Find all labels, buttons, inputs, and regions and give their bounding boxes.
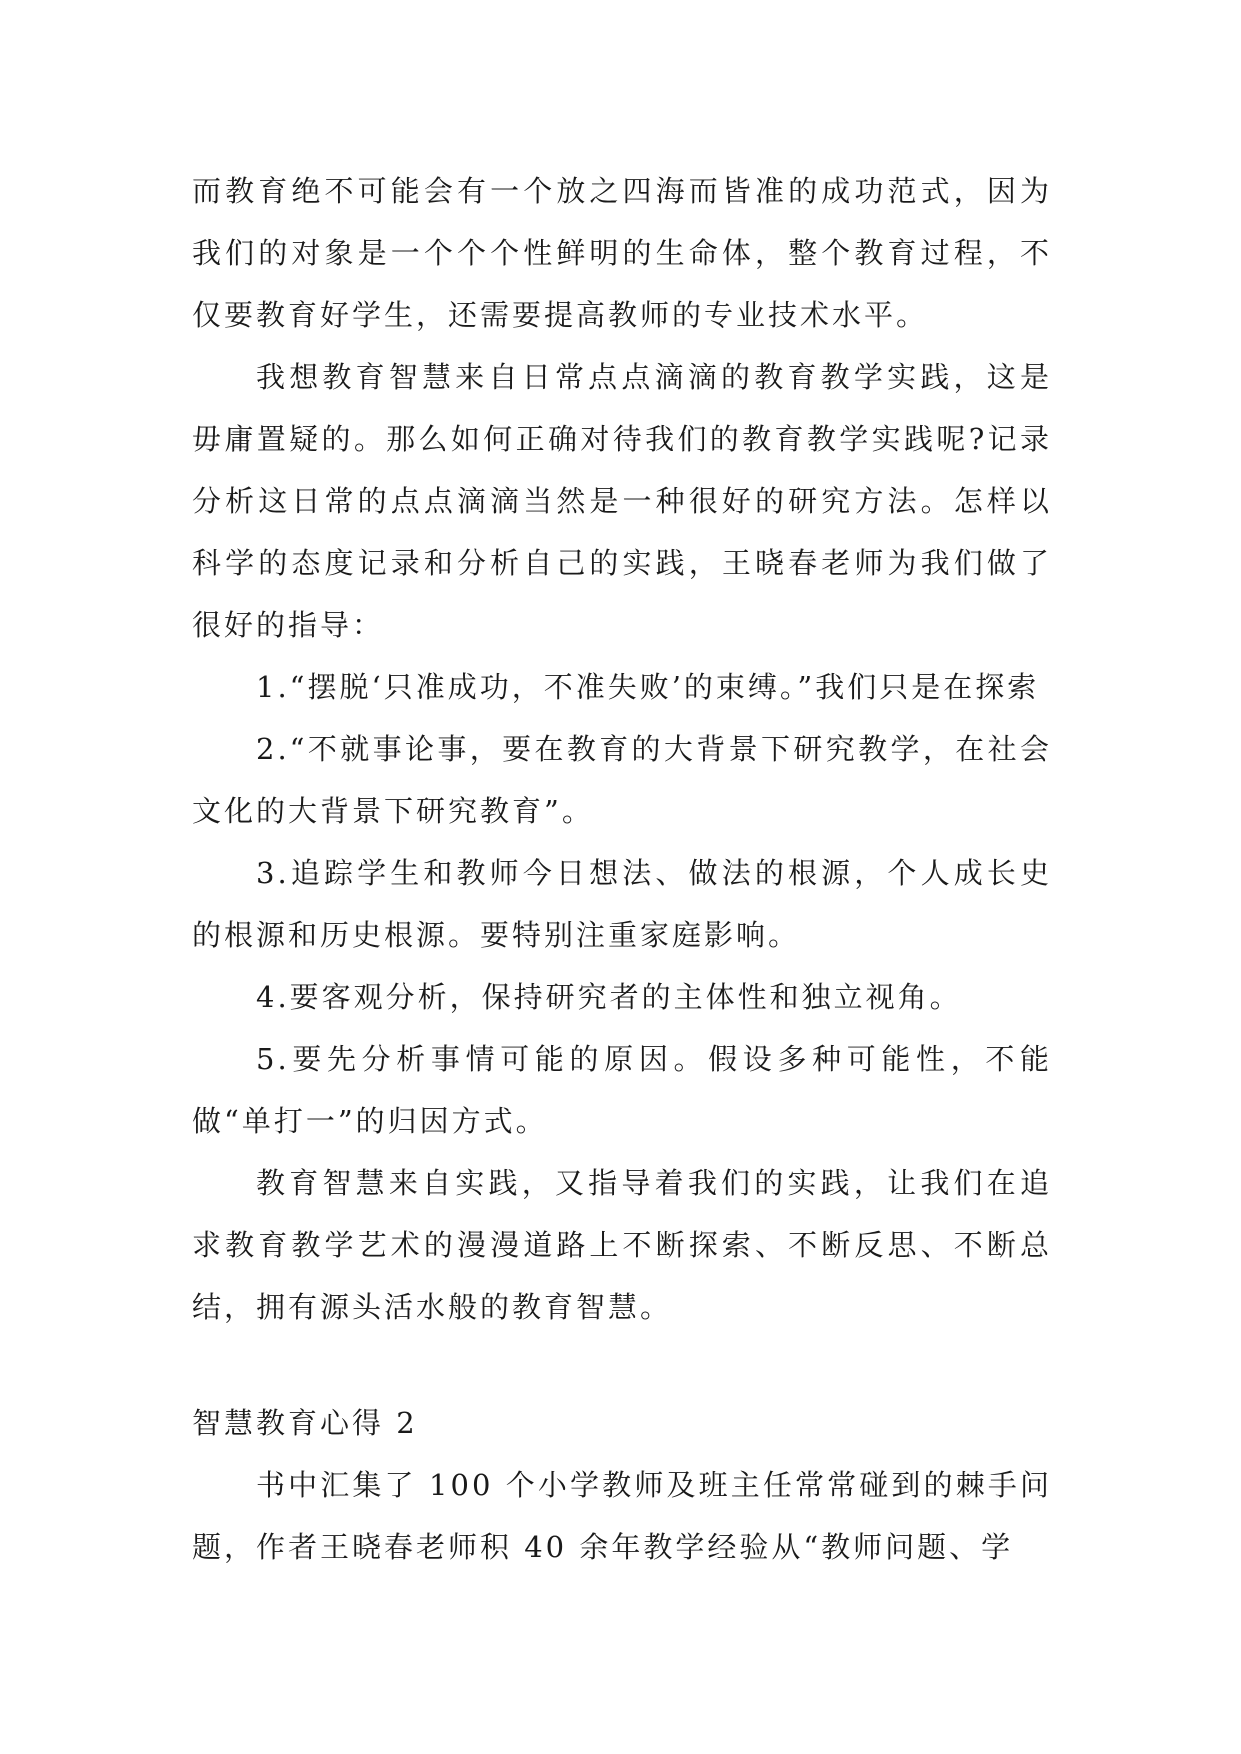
list-item-2: 2.“不就事论事，要在教育的大背景下研究教学，在社会文化的大背景下研究教育”。 <box>192 732 1052 828</box>
paragraph-book-intro: 书中汇集了 100 个小学教师及班主任常常碰到的棘手问题，作者王晓春老师积 40 余年教学经验从“教师问题、学 <box>192 1468 1052 1564</box>
section-heading: 智慧教育心得 2 <box>192 1406 418 1440</box>
list-item-4: 4.要客观分析，保持研究者的主体性和独立视角。 <box>256 980 962 1014</box>
list-item-5: 5.要先分析事情可能的原因。假设多种可能性，不能做“单打一”的归因方式。 <box>192 1042 1052 1138</box>
paragraph-continuation: 而教育绝不可能会有一个放之四海而皆准的成功范式，因为我们的对象是一个个个性鲜明的生命体，整个教育过程，不仅要教育好学生，还需要提高教师的专业技术水平。 <box>192 174 1052 332</box>
document-body <box>192 160 1052 1578</box>
list-item-3: 3.追踪学生和教师今日想法、做法的根源，个人成长史的根源和历史根源。要特别注重家庭影响。 <box>192 856 1052 952</box>
paragraph-wisdom-from-practice: 我想教育智慧来自日常点点滴滴的教育教学实践，这是毋庸置疑的。那么如何正确对待我们的教育教学实践呢?记录分析这日常的点点滴滴当然是一种很好的研究方法。怎样以科学的态度记录和分析自己的实践，王晓春老师为我们做了很好的指导： <box>192 360 1052 642</box>
paragraph-conclusion: 教育智慧来自实践，又指导着我们的实践，让我们在追求教育教学艺术的漫漫道路上不断探索、不断反思、不断总结，拥有源头活水般的教育智慧。 <box>192 1166 1052 1324</box>
list-item-1: 1.“摆脱‘只准成功，不准失败’的束缚。”我们只是在探索 <box>256 670 1040 704</box>
